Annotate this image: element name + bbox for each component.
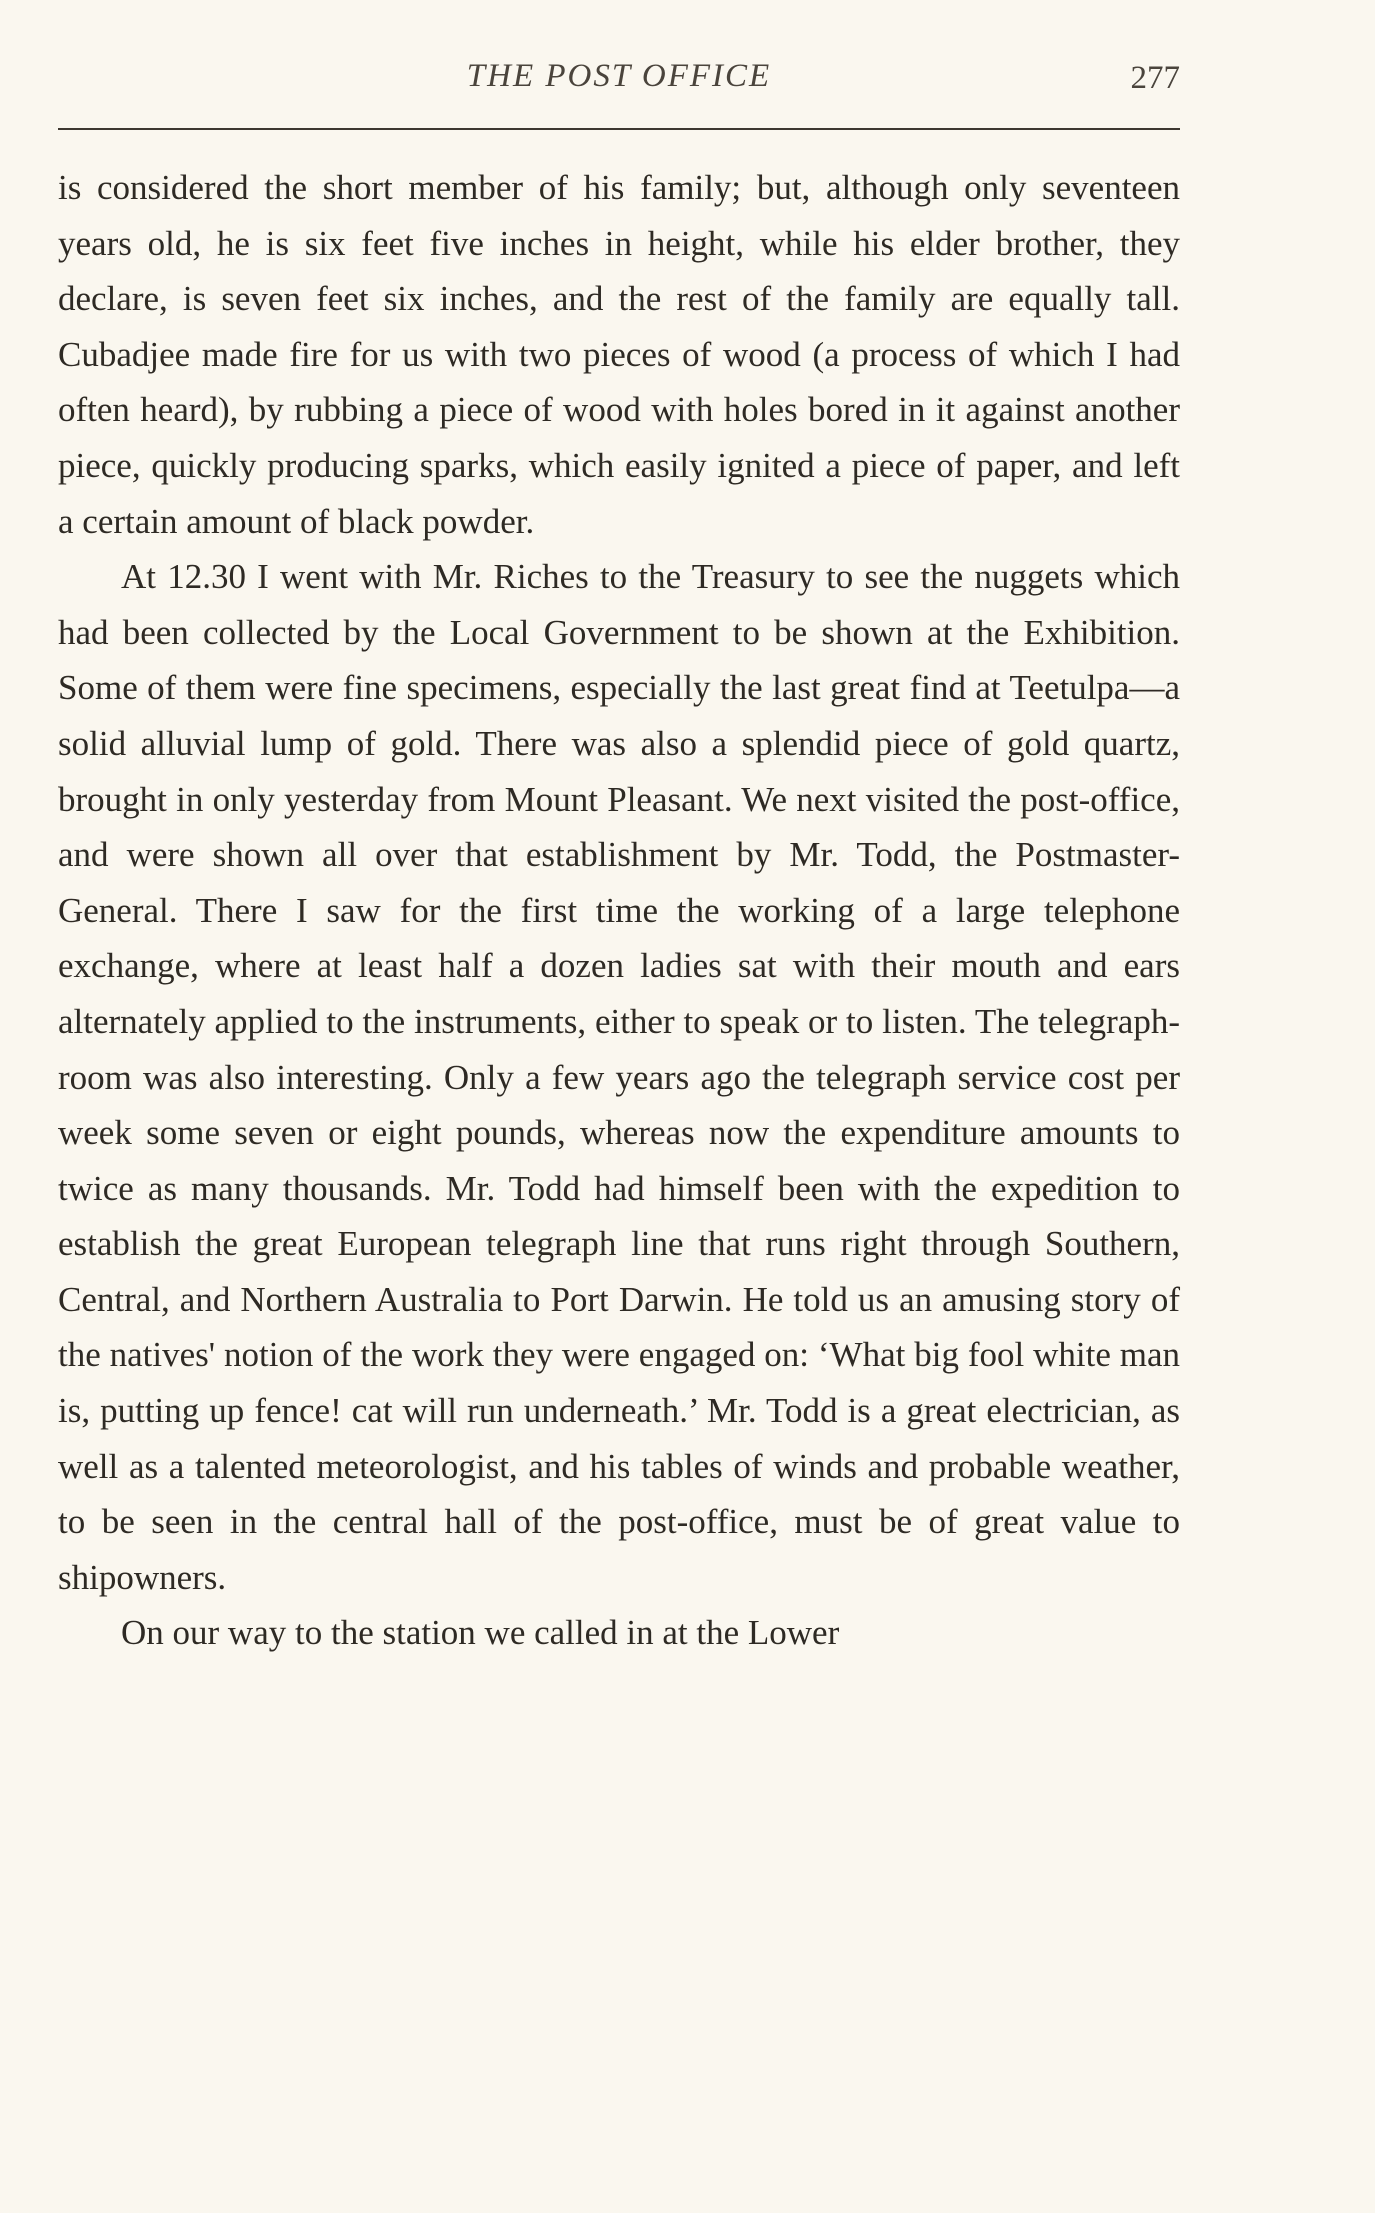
body-text <box>58 160 1180 1661</box>
paragraph: On our way to the station we called in at the Lower <box>121 1613 840 1653</box>
paragraph: is considered the short member of his family; but, although only seventeen years old, he is six feet five inches in height, while his elder brother, they declare, is seven feet six inches, and the rest of the family are equally tall. Cubadjee made fire for us with two pieces of wood (a process of which I had often heard), by rubbing a piece of wood with holes bored in it against another piece, quickly producing sparks, which easily ignited a piece of paper, and left a certain amount of black powder. <box>58 168 1180 541</box>
header-rule <box>58 128 1180 130</box>
running-title: THE POST OFFICE <box>466 58 772 94</box>
page-header <box>58 58 1180 108</box>
paragraph: At 12.30 I went with Mr. Riches to the Treasury to see the nuggets which had been collected by the Local Government to be shown at the Exhibition. Some of them were fine specimens, especially the last great find at Teetulpa—a solid alluvial lump of gold. There was also a splendid piece of gold quartz, brought in only yesterday from Mount Pleasant. We next visited the post-office, and were shown all over that establishment by Mr. Todd, the Postmaster-General. There I saw for the first time the working of a large telephone exchange, where at least half a dozen ladies sat with their mouth and ears alternately applied to the instruments, either to speak or to listen. The telegraph-room was also interesting. Only a few years ago the telegraph service cost per week some seven or eight pounds, whereas now the expenditure amounts to twice as many thousands. Mr. Todd had himself been with the expedition to establish the great European telegraph line that runs right through Southern, Central, and Northern Australia to Port Darwin. He told us an amusing story of the natives' notion of the work they were engaged on: ‘What big fool white man is, putting up fence! cat will run underneath.’ Mr. Todd is a great electrician, as well as a talented meteorologist, and his tables of winds and probable weather, to be seen in the central hall of the post-office, must be of great value to shipowners. <box>58 557 1180 1597</box>
page-number: 277 <box>1130 60 1180 96</box>
